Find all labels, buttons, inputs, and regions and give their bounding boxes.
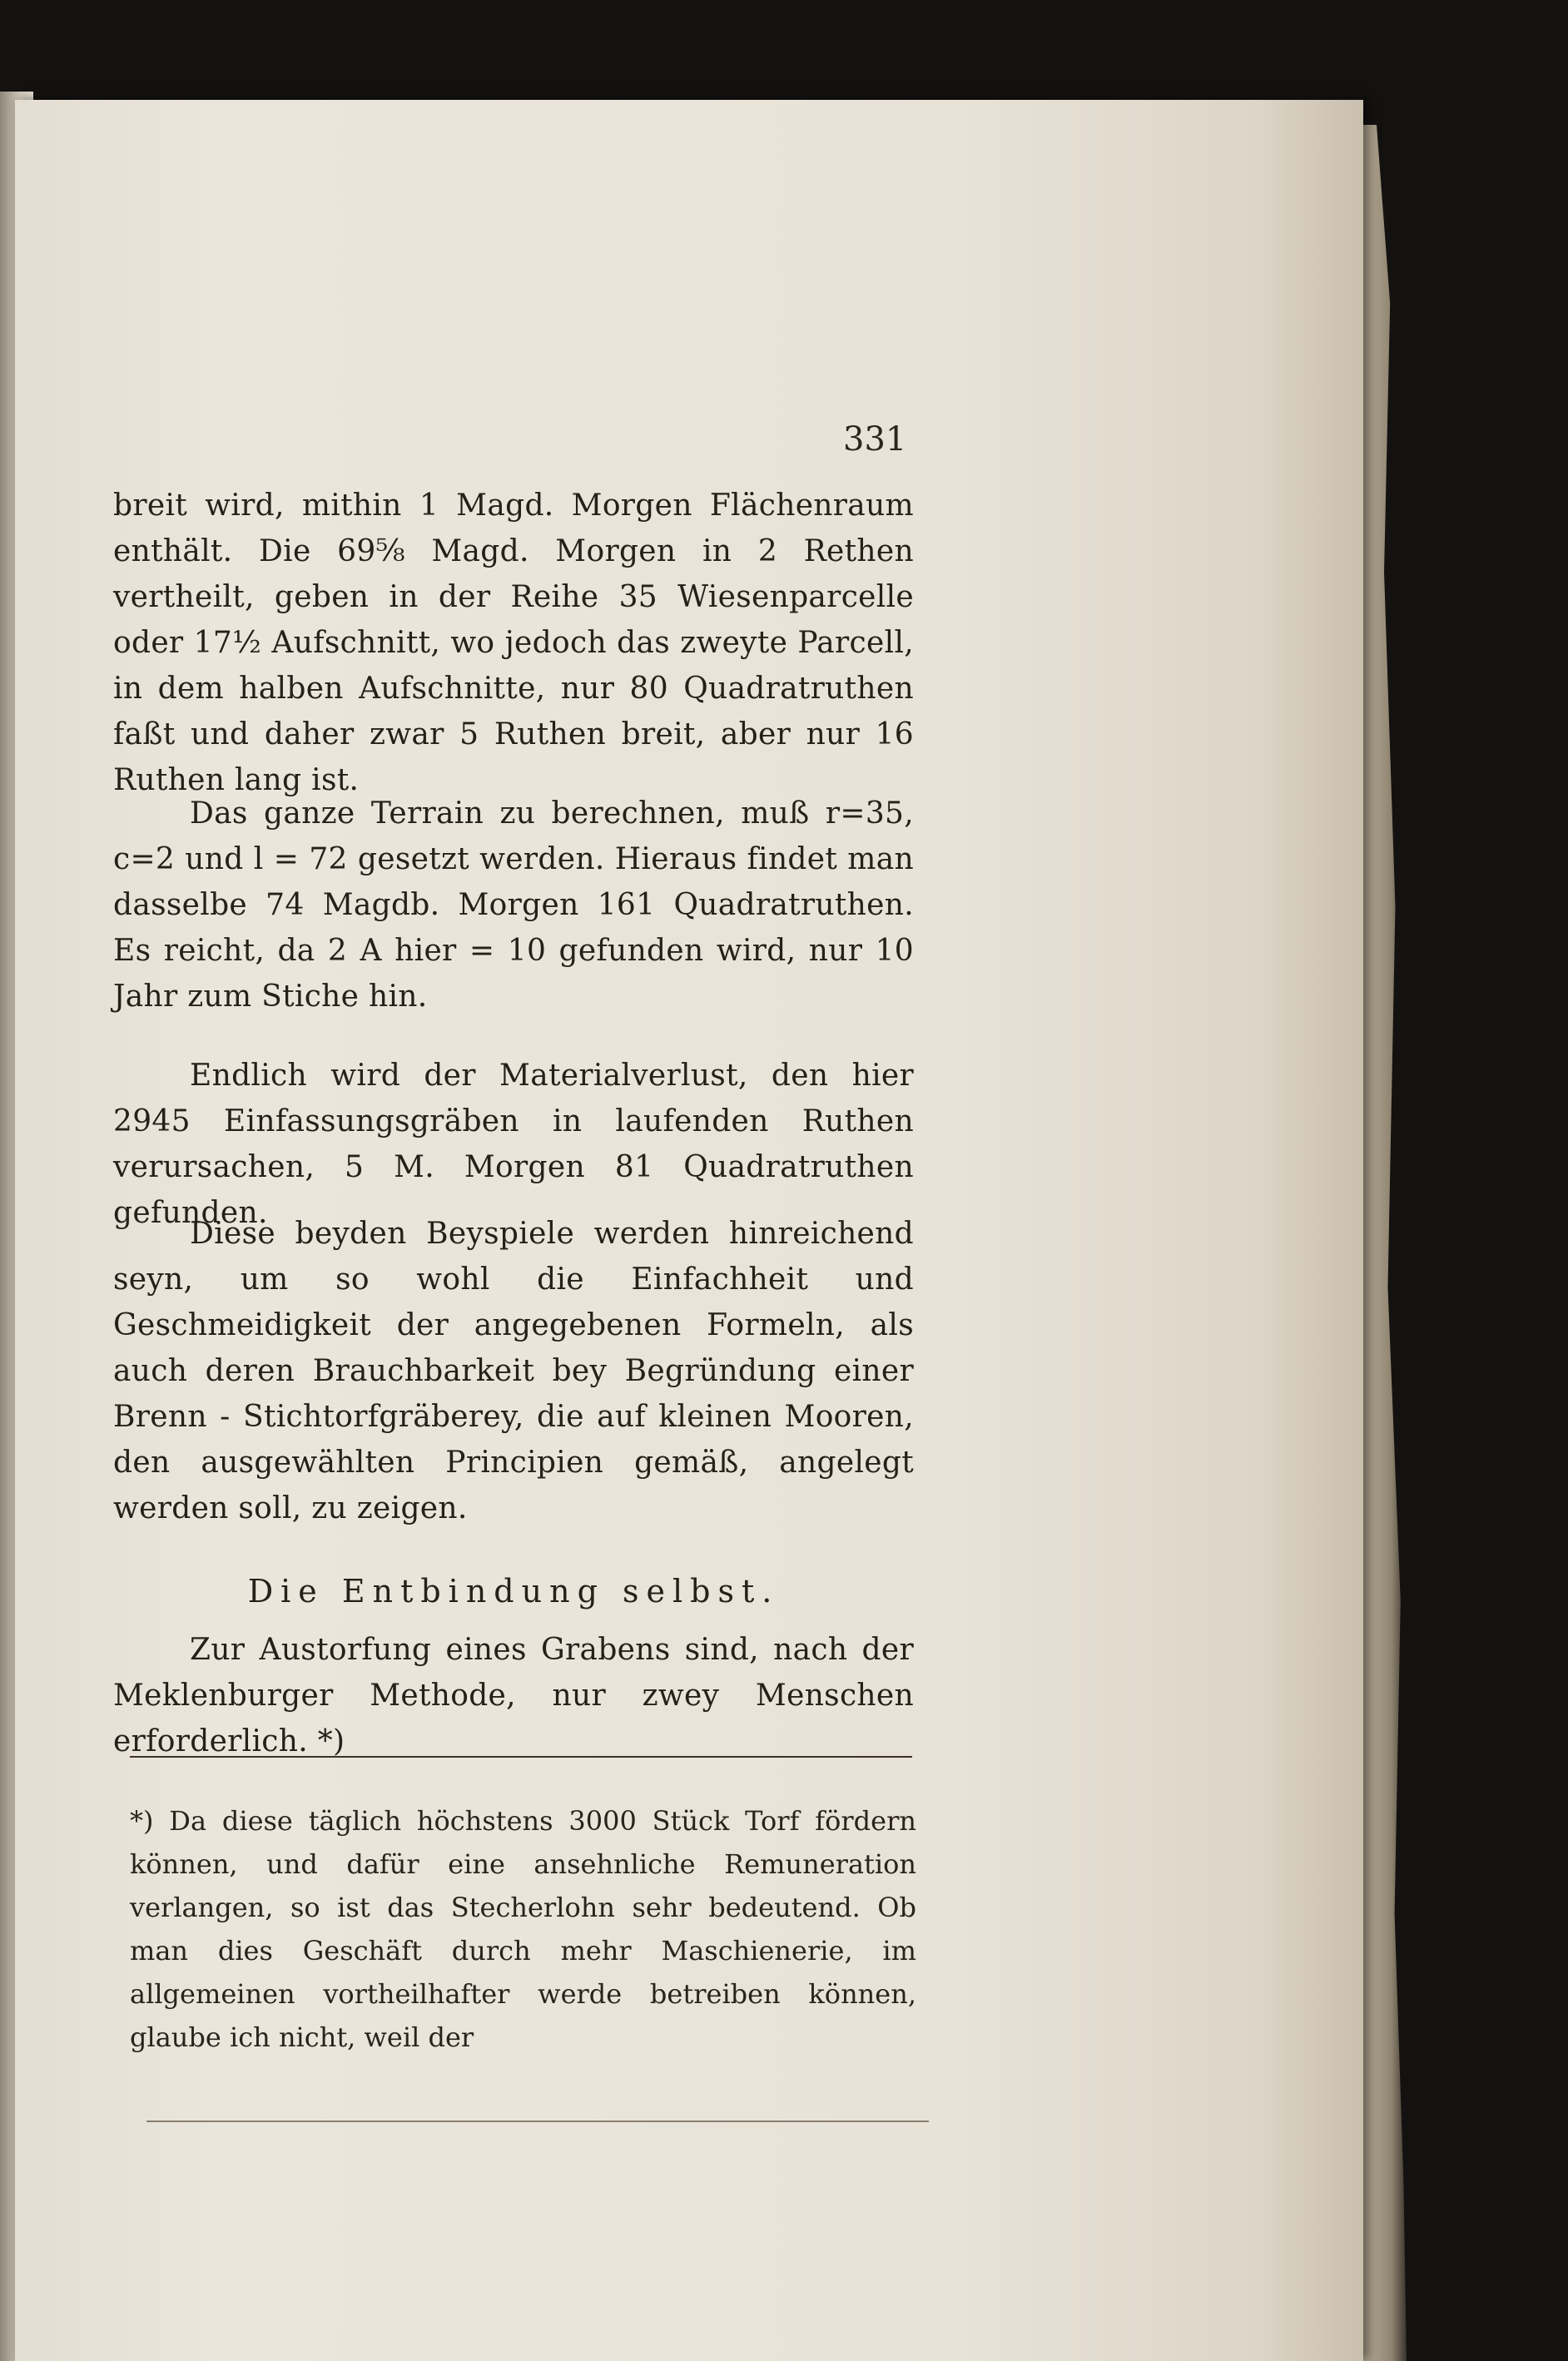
paragraph-1: breit wird, mithin 1 Magd. Morgen Flächenraum enthält. Die 69⅝ Magd. Morgen in 2 Rethen vertheilt, geben in der Reihe 35 Wiesenparcelle oder 17½ Aufschnitt, wo jedoch das zweyte Parcell, in dem halben Aufschnitte, nur 80 Quadratruthen faßt und daher zwar 5 Ruthen breit, aber nur 16 Ruthen lang ist. (113, 489, 914, 797)
section-heading: Die Entbindung selbst. (247, 1573, 780, 1610)
paragraph-3: Endlich wird der Materialverlust, den hier 2945 Einfassungsgräben in laufenden Ruthen verursachen, 5 M. Morgen 81 Quadratruthen gefunden. (113, 1059, 914, 1230)
bottom-divider (146, 2120, 929, 2122)
footnote-divider (130, 1756, 912, 1758)
book-page (15, 100, 1363, 2361)
page-number: 331 (843, 420, 907, 459)
footnote: *) Da diese täglich höchstens 3000 Stück Torf fördern können, und dafür eine ansehnliche Remuneration verlangen, so ist das Stecherlohn sehr bedeutend. Ob man dies Geschäft durch mehr Maschienerie, im allgemeinen vortheilhafter werde betreiben können, glaube ich nicht, weil der (130, 1805, 916, 2053)
paragraph-2: Das ganze Terrain zu berechnen, muß r=35, c=2 und l = 72 gesetzt werden. Hieraus findet man dasselbe 74 Magdb. Morgen 161 Quadratruthen. Es reicht, da 2 A hier = 10 gefunden wird, nur 10 Jahr zum Stiche hin. (113, 796, 914, 1014)
paragraph-4: Diese beyden Beyspiele werden hinreichend seyn, um so wohl die Einfachheit und Geschmeidigkeit der angegebenen Formeln, als auch deren Brauchbarkeit bey Begründung einer Brenn - Stichtorfgräberey, die auf kleinen Mooren, den ausgewählten Principien gemäß, angelegt werden soll, zu zeigen. (113, 1217, 914, 1525)
paragraph-5: Zur Austorfung eines Grabens sind, nach der Meklenburger Methode, nur zwey Menschen erforderlich. *) (113, 1633, 914, 1758)
